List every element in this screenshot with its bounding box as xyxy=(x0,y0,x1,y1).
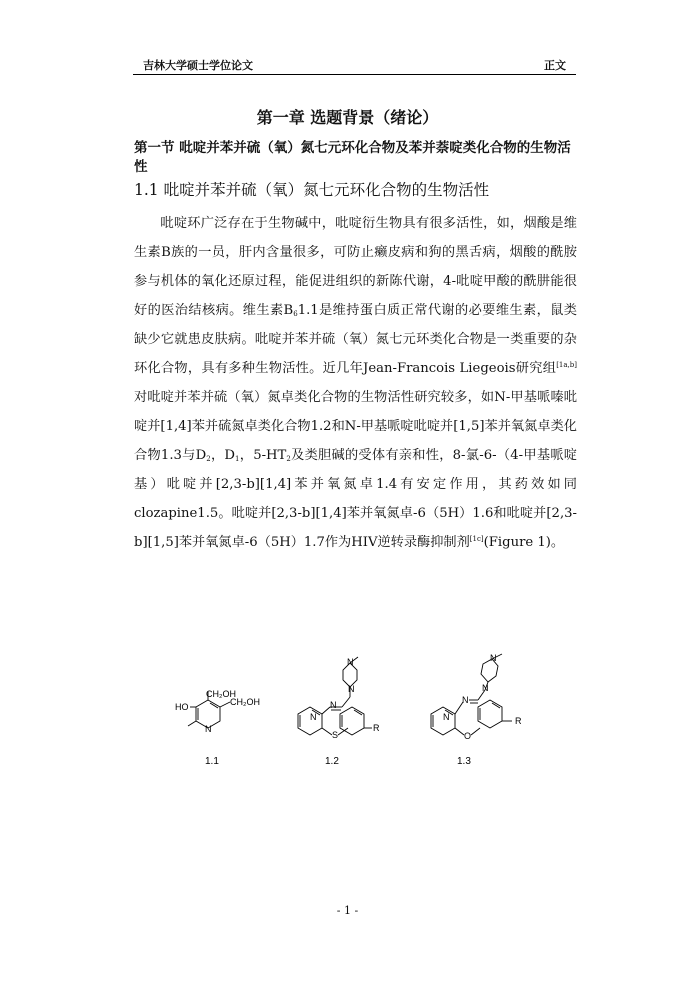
atom-label: N xyxy=(348,684,355,694)
citation-ref: [1a,b] xyxy=(556,361,577,369)
atom-label: CH₂OH xyxy=(230,697,260,707)
subsection-title: 1.1 吡啶并苯并硫（氧）氮七元环化合物的生物活性 xyxy=(134,181,490,199)
text-run: ，5-HT xyxy=(239,448,287,463)
chapter-title: 第一章 选题背景（绪论） xyxy=(256,108,439,127)
atom-label: R xyxy=(515,716,522,726)
atom-label: S xyxy=(332,730,339,740)
atom-label: O xyxy=(464,731,472,741)
atom-label: N xyxy=(205,724,212,734)
header-thesis-title: 吉林大学硕士学位论文 xyxy=(143,59,253,72)
page-number: - 1 - xyxy=(336,904,359,917)
structures-svg xyxy=(160,650,560,775)
structure-1-2 xyxy=(298,657,372,735)
atom-label: R xyxy=(373,723,380,733)
chemical-structures-figure xyxy=(160,650,560,775)
text-run: ，D xyxy=(210,448,235,463)
body-text xyxy=(134,209,577,557)
running-header xyxy=(133,52,576,74)
compound-label-1-3: 1.3 xyxy=(457,756,471,767)
atom-label: N xyxy=(310,712,317,722)
citation-ref: [1c] xyxy=(469,535,484,543)
subscript: 2 xyxy=(206,455,211,463)
atom-label: N xyxy=(443,712,450,722)
atom-label: N xyxy=(462,695,469,705)
structure-1-3 xyxy=(431,654,512,735)
text-run: 吡啶环广泛存在于生物碱中，吡啶衍生物具有很多活性，如，烟酸是维生素B族的一员，肝内含量很多，可防止癞皮病和狗的黑舌病，烟酸的酰胺参与机体的氧化还原过程，能促进组织的新陈代谢，4-吡啶甲酸的酰肼能很好的医治结核病。维生素B xyxy=(134,216,577,318)
header-section-label: 正文 xyxy=(544,59,566,72)
text-run: 及类胆碱的受体有亲和性，8-氯-6-（4-甲基哌啶基）吡啶并[2,3-b][1,4]苯并氧氮卓1.4有安定作用，其药效如同clozapine1.5。吡啶并[2,3-b][1,4]苯并氧氮卓-6（5H）1.6和吡啶并[2,3-b][1,5]苯并氧氮卓-6（5H）1.7作为HIV逆转录酶抑制剂 xyxy=(134,448,577,550)
text-run: 对吡啶并苯并硫（氧）氮卓类化合物的生物活性研究较多，如N-甲基哌嗪吡啶并[1,4]苯并硫氮卓类化合物1.2和N-甲基哌啶吡啶并[1,5]苯并氧氮卓类化合物1.3与D xyxy=(134,390,577,463)
subscript: 1 xyxy=(235,455,240,463)
subscript: 2 xyxy=(286,455,291,463)
header-rule xyxy=(133,74,576,75)
atom-label: N xyxy=(490,653,497,663)
atom-label: CH₂OH xyxy=(206,689,236,699)
text-run: (Figure 1)。 xyxy=(483,535,565,550)
atom-label: N xyxy=(347,657,354,667)
compound-label-1-1: 1.1 xyxy=(205,756,219,767)
paragraph xyxy=(134,209,577,557)
atom-label: HO xyxy=(175,702,189,712)
atom-label: N xyxy=(330,700,337,710)
atom-label: N xyxy=(482,683,489,693)
compound-label-1-2: 1.2 xyxy=(325,756,339,767)
section-title: 第一节 吡啶并苯并硫（氧）氮七元环化合物及苯并萘啶类化合物的生物活性 xyxy=(134,140,571,175)
text-run: 1.1是维持蛋白质正常代谢的必要维生素，鼠类缺少它就患皮肤病。吡啶并苯并硫（氧）氮七元环类化合物是一类重要的杂环化合物，具有多种生物活性。近几年Jean-Francois Liegeois研究组 xyxy=(134,303,577,376)
subscript: 6 xyxy=(293,310,298,318)
